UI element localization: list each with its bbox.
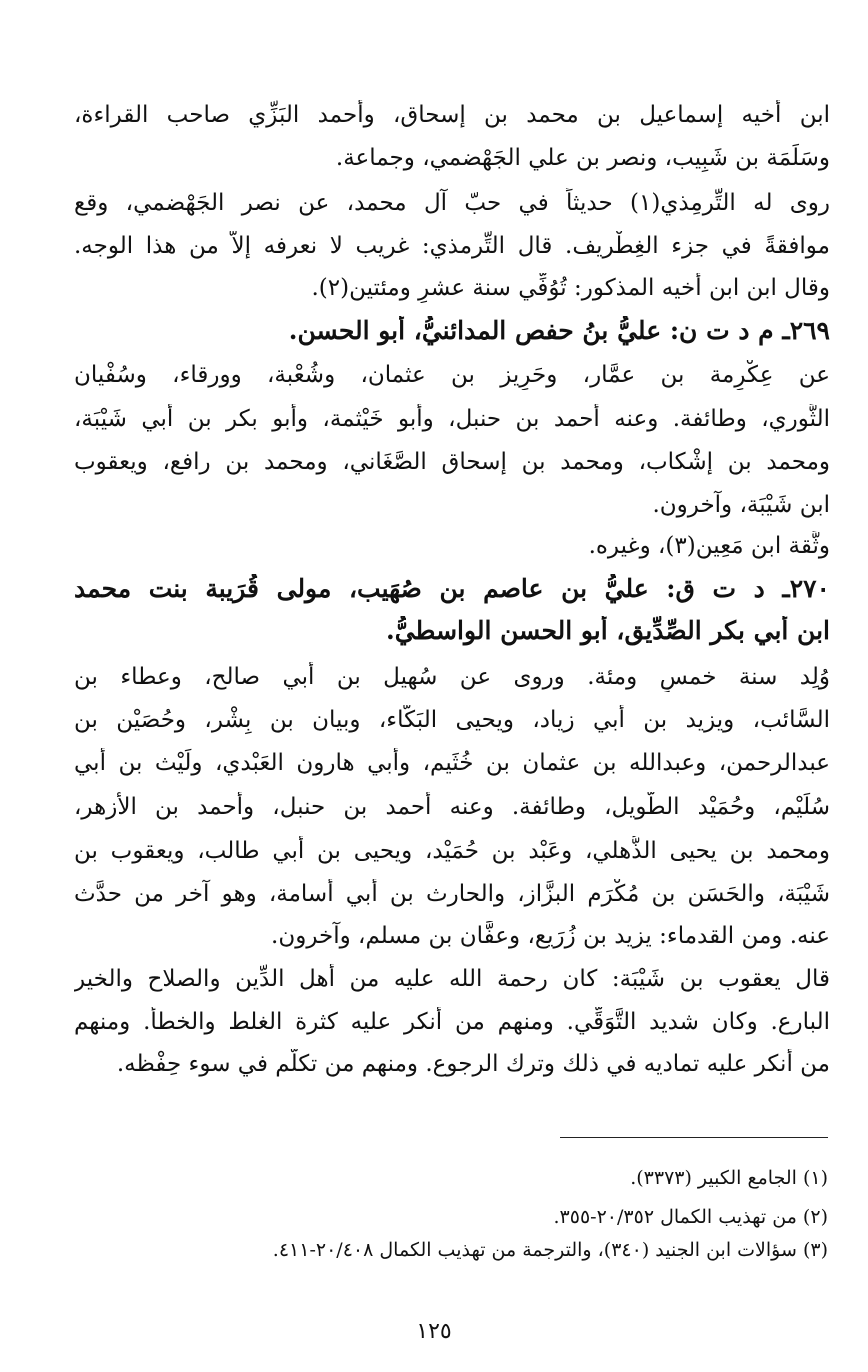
entry-heading-270: ٢٧٠ـ د ت ق: عليُّ بن عاصم بن صُهَيب، مولى قُرَيبة بنت محمد — [74, 574, 830, 603]
text-line: شَيْبَة، والحَسَن بن مُكْرَم البزَّاز، والحارث بن أبي أُسامة، وهو آخر من حدَّث — [74, 881, 830, 907]
text-line: البارع. وكان شديد التَّوَقِّي. ومنهم من أنكر عليه كثرة الغلط والخطأ. ومنهم — [74, 1009, 830, 1035]
text-line: وقال ابن ابن أخيه المذكور: تُوُفِّي سنة عشرٍ ومئتين(٢). — [311, 275, 830, 301]
text-line: قال يعقوب بن شَيْبَة: كان رحمة الله عليه من أهل الدِّين والصلاح والخير — [74, 966, 830, 992]
entry-heading-270-cont: ابن أبي بكر الصِّدِّيق، أبو الحسن الواسطيُّ. — [386, 616, 830, 645]
footnote-1: (١) الجامع الكبير (٣٣٧٣). — [630, 1167, 828, 1189]
text-line: الثَّوري، وطائفة. وعنه أحمد بن حنبل، وأبو خَيْثمة، وأبو بكر بن أبي شَيْبَة، — [74, 406, 830, 432]
text-line: السَّائب، ويزيد بن أبي زياد، ويحيى البَكَّاء، وبيان بن بِشْر، وحُصَيْن بن — [74, 707, 830, 733]
text-line: روى له التِّرمِذي(١) حديثاً في حبّ آل محمد، عن نصر الجَهْضمي، وقع — [74, 190, 830, 216]
text-line: ومحمد بن يحيى الذُّهلي، وعَبْد بن حُمَيْد، ويحيى بن أبي طالب، ويعقوب بن — [74, 838, 830, 864]
footnote-2: (٢) من تهذيب الكمال ٢٠/٣٥٢-٣٥٥. — [553, 1206, 828, 1228]
text-line: عن عِكْرِمة بن عمَّار، وحَرِيز بن عثمان، وشُعْبة، وورقاء، وسُفْيان — [74, 362, 830, 388]
text-line: وسَلَمَة بن شَبِيب، ونصر بن علي الجَهْضمي، وجماعة. — [335, 145, 830, 171]
text-line: عنه. ومن القدماء: يزيد بن زُرَيع، وعفَّان بن مسلم، وآخرون. — [271, 923, 830, 949]
text-line: ومحمد بن إشْكاب، ومحمد بن إسحاق الصَّغَاني، ومحمد بن رافع، ويعقوب — [74, 449, 830, 475]
footnote-separator — [560, 1137, 828, 1138]
text-line: ابن أخيه إسماعيل بن محمد بن إسحاق، وأحمد البَزِّي صاحب القراءة، — [74, 102, 830, 128]
text-line: وُلِد سنة خمسٍ ومئة. وروى عن سُهيل بن أبي صالح، وعطاء بن — [74, 664, 830, 690]
page-number: ١٢٥ — [416, 1319, 452, 1344]
text-line: سُلَيْم، وحُمَيْد الطَّويل، وطائفة. وعنه أحمد بن حنبل، وأحمد بن الأزهر، — [74, 794, 830, 820]
text-line: ابن شَيْبَة، وآخرون. — [652, 492, 830, 518]
text-line: من أنكر عليه تماديه في ذلك وترك الرجوع. ومنهم من تكلَّم في سوء حِفْظه. — [116, 1051, 830, 1077]
text-line: موافقةً في جزء الغِطْريف. قال التِّرمذي: غريب لا نعرفه إلاّ من هذا الوجه. — [74, 233, 830, 259]
entry-heading-269: ٢٦٩ـ م د ت ن: عليُّ بنُ حفص المدائنيُّ، أبو الحسن. — [288, 316, 830, 345]
text-line: عبدالرحمن، وعبدالله بن عثمان بن خُثَيم، وأبي هارون العَبْدي، ولَيْث بن أبي — [74, 750, 830, 776]
footnote-3: (٣) سؤالات ابن الجنيد (٣٤٠)، والترجمة من تهذيب الكمال ٢٠/٤٠٨-٤١١. — [272, 1239, 828, 1261]
text-line: وثَّقة ابن مَعِين(٣)، وغيره. — [588, 533, 830, 559]
